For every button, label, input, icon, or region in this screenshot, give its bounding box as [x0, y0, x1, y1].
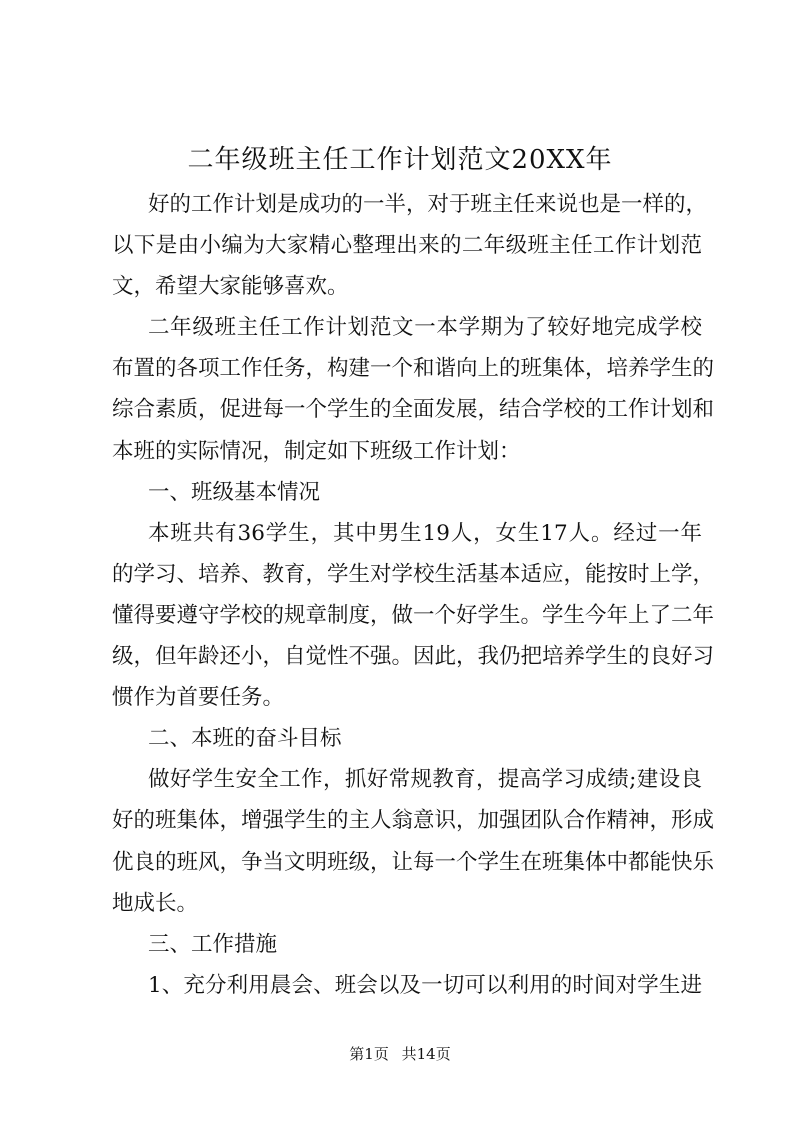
page-footer	[0, 1043, 800, 1065]
text-line: 优良的班风，争当文明班级，让每一个学生在班集体中都能快乐	[112, 849, 715, 875]
page-total: 共14页	[401, 1045, 451, 1063]
text-line: 一、班级基本情况	[148, 479, 321, 505]
text-line: 二年级班主任工作计划范文一本学期为了较好地完成学校	[148, 315, 702, 341]
text-line: 好的班集体，增强学生的主人翁意识，加强团队合作精神，形成	[112, 808, 715, 834]
text-line: 惯作为首要任务。	[112, 685, 285, 711]
text-line: 以下是由小编为大家精心整理出来的二年级班主任工作计划范	[112, 233, 702, 259]
text-line: 布置的各项工作任务，构建一个和谐向上的班集体，培养学生的	[112, 356, 715, 382]
page-number: 第1页	[349, 1045, 389, 1063]
text-line: 本班共有36学生，其中男生19人，女生17人。经过一年	[148, 520, 702, 546]
text-line: 做好学生安全工作，抓好常规教育，提高学习成绩;建设良	[148, 767, 702, 793]
text-line: 好的工作计划是成功的一半，对于班主任来说也是一样的，	[148, 192, 708, 217]
text-line: 级，但年龄还小，自觉性不强。因此，我仍把培养学生的良好习	[112, 644, 715, 670]
text-line: 懂得要遵守学校的规章制度，做一个好学生。学生今年上了二年	[112, 602, 715, 628]
text-line: 文，希望大家能够喜欢。	[112, 274, 349, 300]
text-line: 本班的实际情况，制定如下班级工作计划：	[112, 438, 521, 464]
text-line: 1、充分利用晨会、班会以及一切可以利用的时间对学生进	[148, 972, 702, 998]
text-line: 三、工作措施	[148, 931, 278, 957]
document-title: 二年级班主任工作计划范文20XX年	[187, 145, 613, 175]
text-line: 二、本班的奋斗目标	[148, 726, 342, 752]
text-line: 综合素质，促进每一个学生的全面发展，结合学校的工作计划和	[112, 397, 715, 423]
text-line: 地成长。	[112, 890, 199, 916]
document-body	[112, 184, 715, 1006]
text-line: 的学习、培养、教育，学生对学校生活基本适应，能按时上学，	[112, 561, 715, 587]
